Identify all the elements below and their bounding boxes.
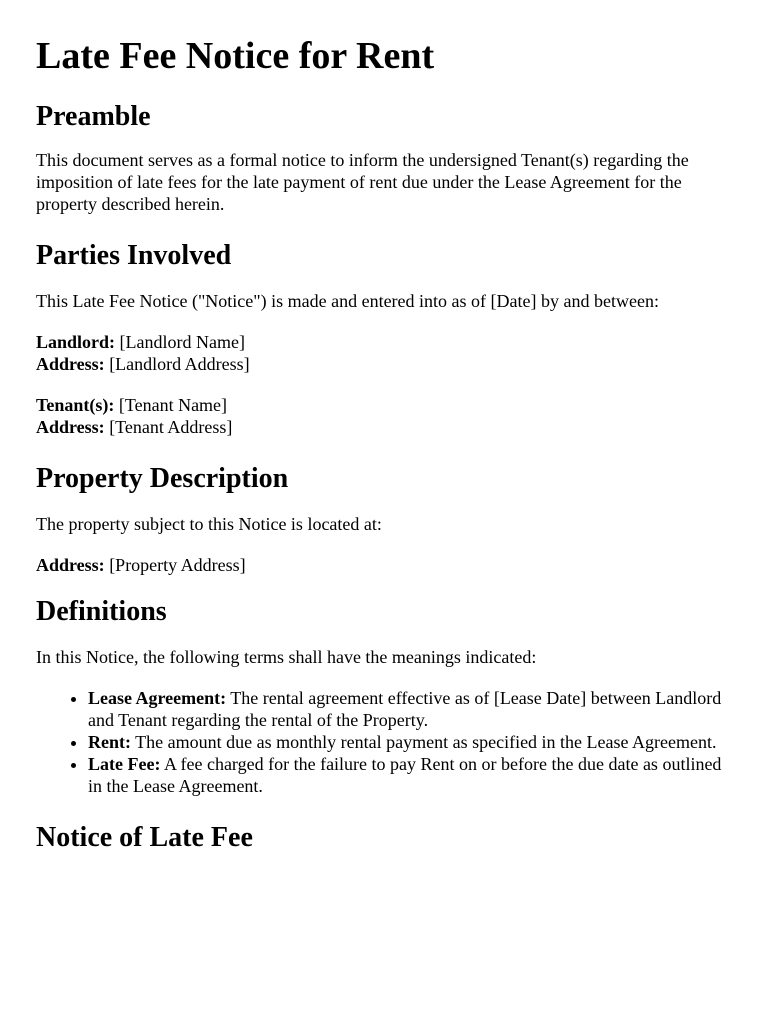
definition-item-rent	[88, 731, 734, 753]
section-heading-preamble: Preamble	[36, 101, 151, 132]
property-intro-text: The property subject to this Notice is located at:	[36, 514, 382, 534]
tenant-address-value: [Tenant Address]	[104, 417, 233, 437]
section-heading-parties: Parties Involved	[36, 240, 232, 271]
tenant-block	[36, 394, 734, 438]
definition-item-lease-agreement	[88, 687, 734, 731]
definition-term: Lease Agreement:	[88, 688, 227, 708]
definition-term: Rent:	[88, 732, 131, 752]
tenant-label: Tenant(s):	[36, 395, 115, 415]
landlord-block	[36, 331, 734, 375]
property-address-block	[36, 554, 734, 576]
property-address-label: Address:	[36, 555, 105, 575]
landlord-address-value: [Landlord Address]	[104, 354, 250, 374]
definitions-list	[36, 687, 734, 797]
definition-text: The amount due as monthly rental payment as specified in the Lease Agreement.	[131, 732, 717, 752]
tenant-address-label: Address:	[36, 417, 105, 437]
definition-text: The rental agreement effective as of [Lease Date] between Landlord and Tenant regarding the rental of the Property.	[88, 688, 722, 730]
section-heading-definitions: Definitions	[36, 596, 167, 627]
property-address-value: [Property Address]	[104, 555, 246, 575]
definition-item-late-fee	[88, 753, 734, 797]
section-heading-property: Property Description	[36, 463, 289, 494]
definition-text: A fee charged for the failure to pay Rent on or before the due date as outlined in the Lease Agreement.	[88, 754, 722, 796]
section-heading-notice: Notice of Late Fee	[36, 822, 253, 853]
document-title: Late Fee Notice for Rent	[36, 35, 435, 77]
definitions-intro-text: In this Notice, the following terms shall have the meanings indicated:	[36, 647, 537, 667]
definition-term: Late Fee:	[88, 754, 161, 774]
parties-intro-text: This Late Fee Notice ("Notice") is made and entered into as of [Date] by and between:	[36, 291, 659, 311]
tenant-name-value: [Tenant Name]	[114, 395, 228, 415]
landlord-name-value: [Landlord Name]	[115, 332, 245, 352]
landlord-label: Landlord:	[36, 332, 116, 352]
landlord-address-label: Address:	[36, 354, 105, 374]
preamble-text: This document serves as a formal notice to inform the undersigned Tenant(s) regarding the imposition of late fees for the late payment of rent due under the Lease Agreement for the property described herein.	[36, 150, 689, 214]
